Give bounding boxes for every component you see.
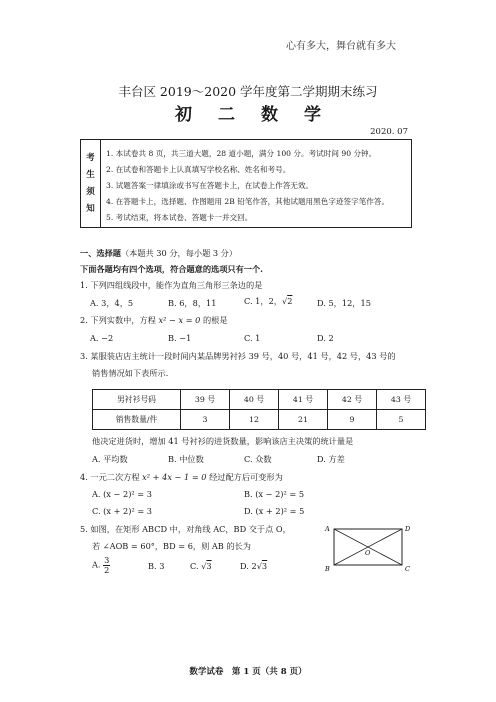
- q5-option-a[interactable]: [92, 556, 110, 575]
- q4-option-b[interactable]: B. (x − 2)² = 5: [244, 489, 305, 499]
- q4-option-c[interactable]: C. (x + 2)² = 3: [92, 506, 153, 516]
- notice-items: [101, 140, 411, 227]
- q2-option-c[interactable]: C. 1: [244, 333, 261, 343]
- instruction-end: .: [260, 264, 264, 274]
- q1-option-c[interactable]: [244, 296, 292, 307]
- q5-option-d[interactable]: [240, 561, 267, 571]
- q2-option-a[interactable]: A. −2: [90, 333, 114, 343]
- notice-label-char: 须: [86, 186, 95, 197]
- section-heading: [80, 248, 237, 259]
- q5-option-c[interactable]: [190, 561, 212, 571]
- q2-stem-suffix: 的根是: [200, 315, 228, 325]
- notice-item: 2. 在试卷和答题卡上认真填写学校名称、姓名和考号。: [106, 165, 291, 174]
- q1-stem: 1. 下列四组线段中，能作为直角三角形三条边的是: [80, 280, 263, 290]
- q4-option-d[interactable]: D. (x + 2)² = 5: [244, 506, 305, 516]
- table-cell: 42 号: [328, 390, 377, 410]
- notice-item: 3. 试题答案一律填涂或书写在答题卡上，在试卷上作答无效。: [106, 181, 314, 190]
- exam-subject: 初二数学: [175, 105, 347, 125]
- q4-stem-prefix: 4. 一元二次方程: [80, 472, 143, 482]
- section-instruction: [80, 264, 263, 275]
- table-cell: 5: [377, 410, 426, 430]
- notice-label-char: 知: [86, 203, 95, 214]
- table-cell: 39 号: [181, 390, 230, 410]
- rectangle-figure: [322, 522, 414, 574]
- exam-title: 丰台区 2019～2020 学年度第二学期期末练习: [118, 84, 378, 99]
- q4-stem-suffix: 经过配方后可变形为: [206, 472, 283, 482]
- q5-d-radicand: 3: [261, 561, 268, 571]
- q5-a-fraction: [103, 556, 110, 575]
- sqrt-sign: √: [281, 296, 288, 306]
- q2-option-b[interactable]: B. −1: [168, 333, 192, 343]
- sqrt-sign: √: [201, 561, 207, 571]
- q4-stem: [80, 472, 283, 483]
- q1-c-prefix: C. 1，2，: [244, 296, 282, 306]
- vertex-label-a: A: [325, 525, 330, 533]
- q1-option-d[interactable]: D. 5，12，15: [317, 298, 371, 308]
- notice-label-char: 生: [86, 169, 95, 180]
- q2-stem-prefix: 2. 下列实数中，方程: [80, 315, 159, 325]
- vertex-label-b: B: [325, 565, 330, 573]
- q5-c-radicand: 3: [206, 561, 212, 571]
- q3-option-c[interactable]: C. 众数: [244, 454, 272, 464]
- section-title: 一、选择题: [80, 248, 121, 258]
- vertex-label-c: C: [405, 565, 410, 573]
- sales-table-wrapper: [92, 389, 426, 430]
- q1-c-radicand: 2: [287, 296, 293, 306]
- q3-option-d[interactable]: D. 方差: [317, 454, 345, 464]
- sqrt-sign: √: [256, 561, 262, 571]
- table-cell: 12: [230, 410, 279, 430]
- notice-label-char: 考: [86, 152, 95, 163]
- exam-date: 2020. 07: [370, 127, 408, 137]
- fraction-numerator: 3: [104, 555, 110, 565]
- page-footer: 数学试卷 第 1 页（共 8 页）: [189, 667, 307, 677]
- q5-c-prefix: C.: [190, 561, 202, 571]
- section-note: （本题共 30 分，每小题 3 分）: [120, 248, 238, 258]
- notice-label: [81, 140, 101, 227]
- table-cell: 男衬衫号码: [93, 390, 181, 410]
- notice-item: 1. 本试卷共 8 页，共三道大题，28 道小题，满分 100 分。考试时间 90 分钟。: [106, 149, 377, 158]
- q3-option-b[interactable]: B. 中位数: [168, 454, 204, 464]
- q5-stem-line1: 5. 如图，在矩形 ABCD 中，对角线 AC，BD 交于点 O，: [80, 524, 291, 534]
- table-cell: 9: [328, 410, 377, 430]
- exam-notice-box: [80, 139, 412, 228]
- table-cell: 21: [279, 410, 328, 430]
- q3-stem-line1: 3. 某服装店店主统计一段时间内某品牌男衬衫 39 号，40 号，41 号，42 号，43 号的: [80, 351, 396, 361]
- instruction-text: 下面各题均有四个选项，符合题意的选项只有: [80, 264, 244, 274]
- table-row: [93, 390, 426, 410]
- table-cell: 43 号: [377, 390, 426, 410]
- table-cell: 40 号: [230, 390, 279, 410]
- q2-equation: x² − x = 0: [158, 315, 201, 325]
- table-cell: 销售数量/件: [93, 410, 181, 430]
- q5-stem-line2: 若 ∠AOB = 60°，BD = 6，则 AB 的长为: [92, 541, 251, 551]
- instruction-emphasis: 一个: [243, 264, 261, 274]
- q3-followup: 他决定进货时，增加 41 号衬衫的进货数量，影响该店主决策的统计量是: [92, 436, 354, 446]
- q5-option-b[interactable]: B. 3: [148, 561, 165, 571]
- motto-text: 心有多大，舞台就有多大: [286, 41, 396, 52]
- q1-option-a[interactable]: A. 3，4，5: [90, 298, 134, 308]
- q5-a-prefix: A.: [92, 559, 101, 570]
- q3-stem-line2: 销售情况如下表所示.: [92, 368, 169, 378]
- center-label-o: O: [365, 549, 371, 557]
- fraction-denominator: 2: [104, 565, 110, 575]
- vertex-label-d: D: [405, 525, 411, 533]
- q4-option-a[interactable]: A. (x − 2)² = 3: [92, 489, 152, 499]
- sales-table: [92, 389, 426, 430]
- q4-equation: x² + 4x − 1 = 0: [142, 472, 207, 482]
- q5-d-prefix: D. 2: [240, 561, 257, 571]
- notice-item: 5. 考试结束，将本试卷、答题卡一并交回。: [106, 213, 253, 222]
- table-row: [93, 410, 426, 430]
- notice-item: 4. 在答题卡上，选择题、作图题用 2B 铅笔作答，其他试题用黑色字迹签字笔作答。: [106, 197, 390, 206]
- table-cell: 41 号: [279, 390, 328, 410]
- q1-option-b[interactable]: B. 6，8，11: [168, 298, 217, 308]
- q3-option-a[interactable]: A. 平均数: [92, 454, 128, 464]
- table-cell: 3: [181, 410, 230, 430]
- q2-stem: [80, 315, 228, 326]
- q2-option-d[interactable]: D. 2: [317, 333, 334, 343]
